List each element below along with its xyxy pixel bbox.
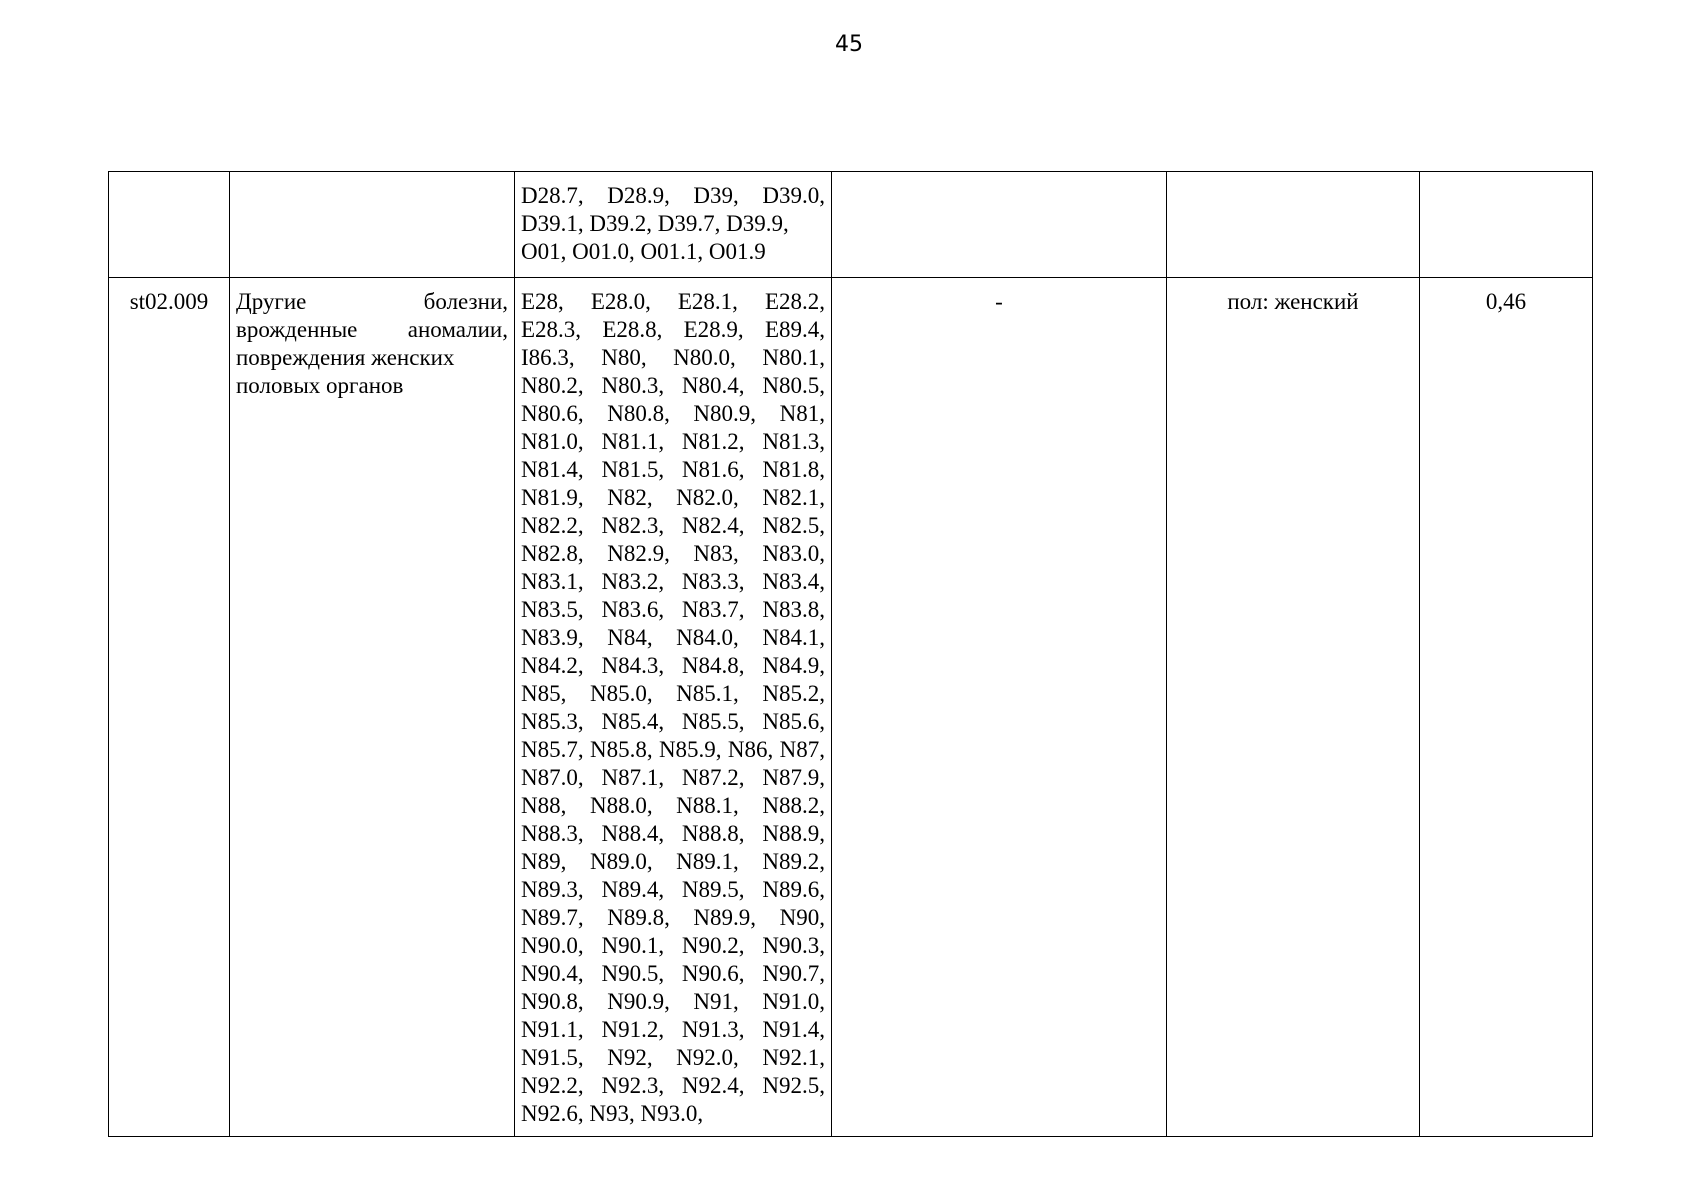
cell-diagnosis-codes: E28, E28.0, E28.1, E28.2, E28.3, E28.8, E28.9, E89.4, I86.3, N80, N80.0, N80.1, N80.2, N80.3, N80.4, N80.5, N80.6, N80.8, N80.9, N81, N81.0, N81.1, N81.2, N81.3, N81.4, N81.5, N81.6, N81.8, N81.9, N82, N82.0, N82.1, N82.2, N82.3, N82.4, N82.5, N82.8, N82.9, N83, N83.0, N83.1, N83.2, N83.3, N83.4, N83.5, N83.6, N83.7, N83.8, N83.9, N84, N84.0, N84.1, N84.2, N84.3, N84.8, N84.9, N85, N85.0, N85.1, N85.2, N85.3, N85.4, N85.5, N85.6, N85.7, N85.8, N85.9, N86, N87, N87.0, N87.1, N87.2, N87.9, N88, N88.0, N88.1, N88.2, N88.3, N88.4, N88.8, N88.9, N89, N89.0, N89.1, N89.2, N89.3, N89.4, N89.5, N89.6, N89.7, N89.8, N89.9, N90, N90.0, N90.1, N90.2, N90.3, N90.4, N90.5, N90.6, N90.7, N90.8, N90.9, N91, N91.0, N91.1, N91.2, N91.3, N91.4, N91.5, N92, N92.0, N92.1, N92.2, N92.3, N92.4, N92.5, N92.6, N93, N93.0, [515,278,832,1137]
cell-coefficient [1420,172,1593,278]
diagnosis-codes-text-end: O01, O01.0, O01.1, O01.9 [521,239,766,264]
cell-extra-criteria: пол: женский [1167,278,1420,1137]
cell-extra-criteria [1167,172,1420,278]
cell-diagnosis-codes [515,172,832,278]
name-text: Другие болезни, врожденные аномалии, повреждения женских [236,289,508,370]
cell-coefficient: 0,46 [1420,278,1593,1137]
cell-procedures [832,172,1167,278]
cell-name [230,172,515,278]
cell-code: st02.009 [109,278,230,1137]
diagnosis-codes-text: D28.7, D28.9, D39, D39.0, D39.1, D39.2, D39.7, D39.9, [521,183,825,236]
cell-procedures: - [832,278,1167,1137]
cell-name [230,278,515,1137]
table-row [109,172,1593,278]
name-text-end: половых органов [236,373,404,398]
table-row [109,278,1593,1137]
page-number: 45 [835,32,863,57]
ksg-table [108,171,1593,1137]
cell-code [109,172,230,278]
